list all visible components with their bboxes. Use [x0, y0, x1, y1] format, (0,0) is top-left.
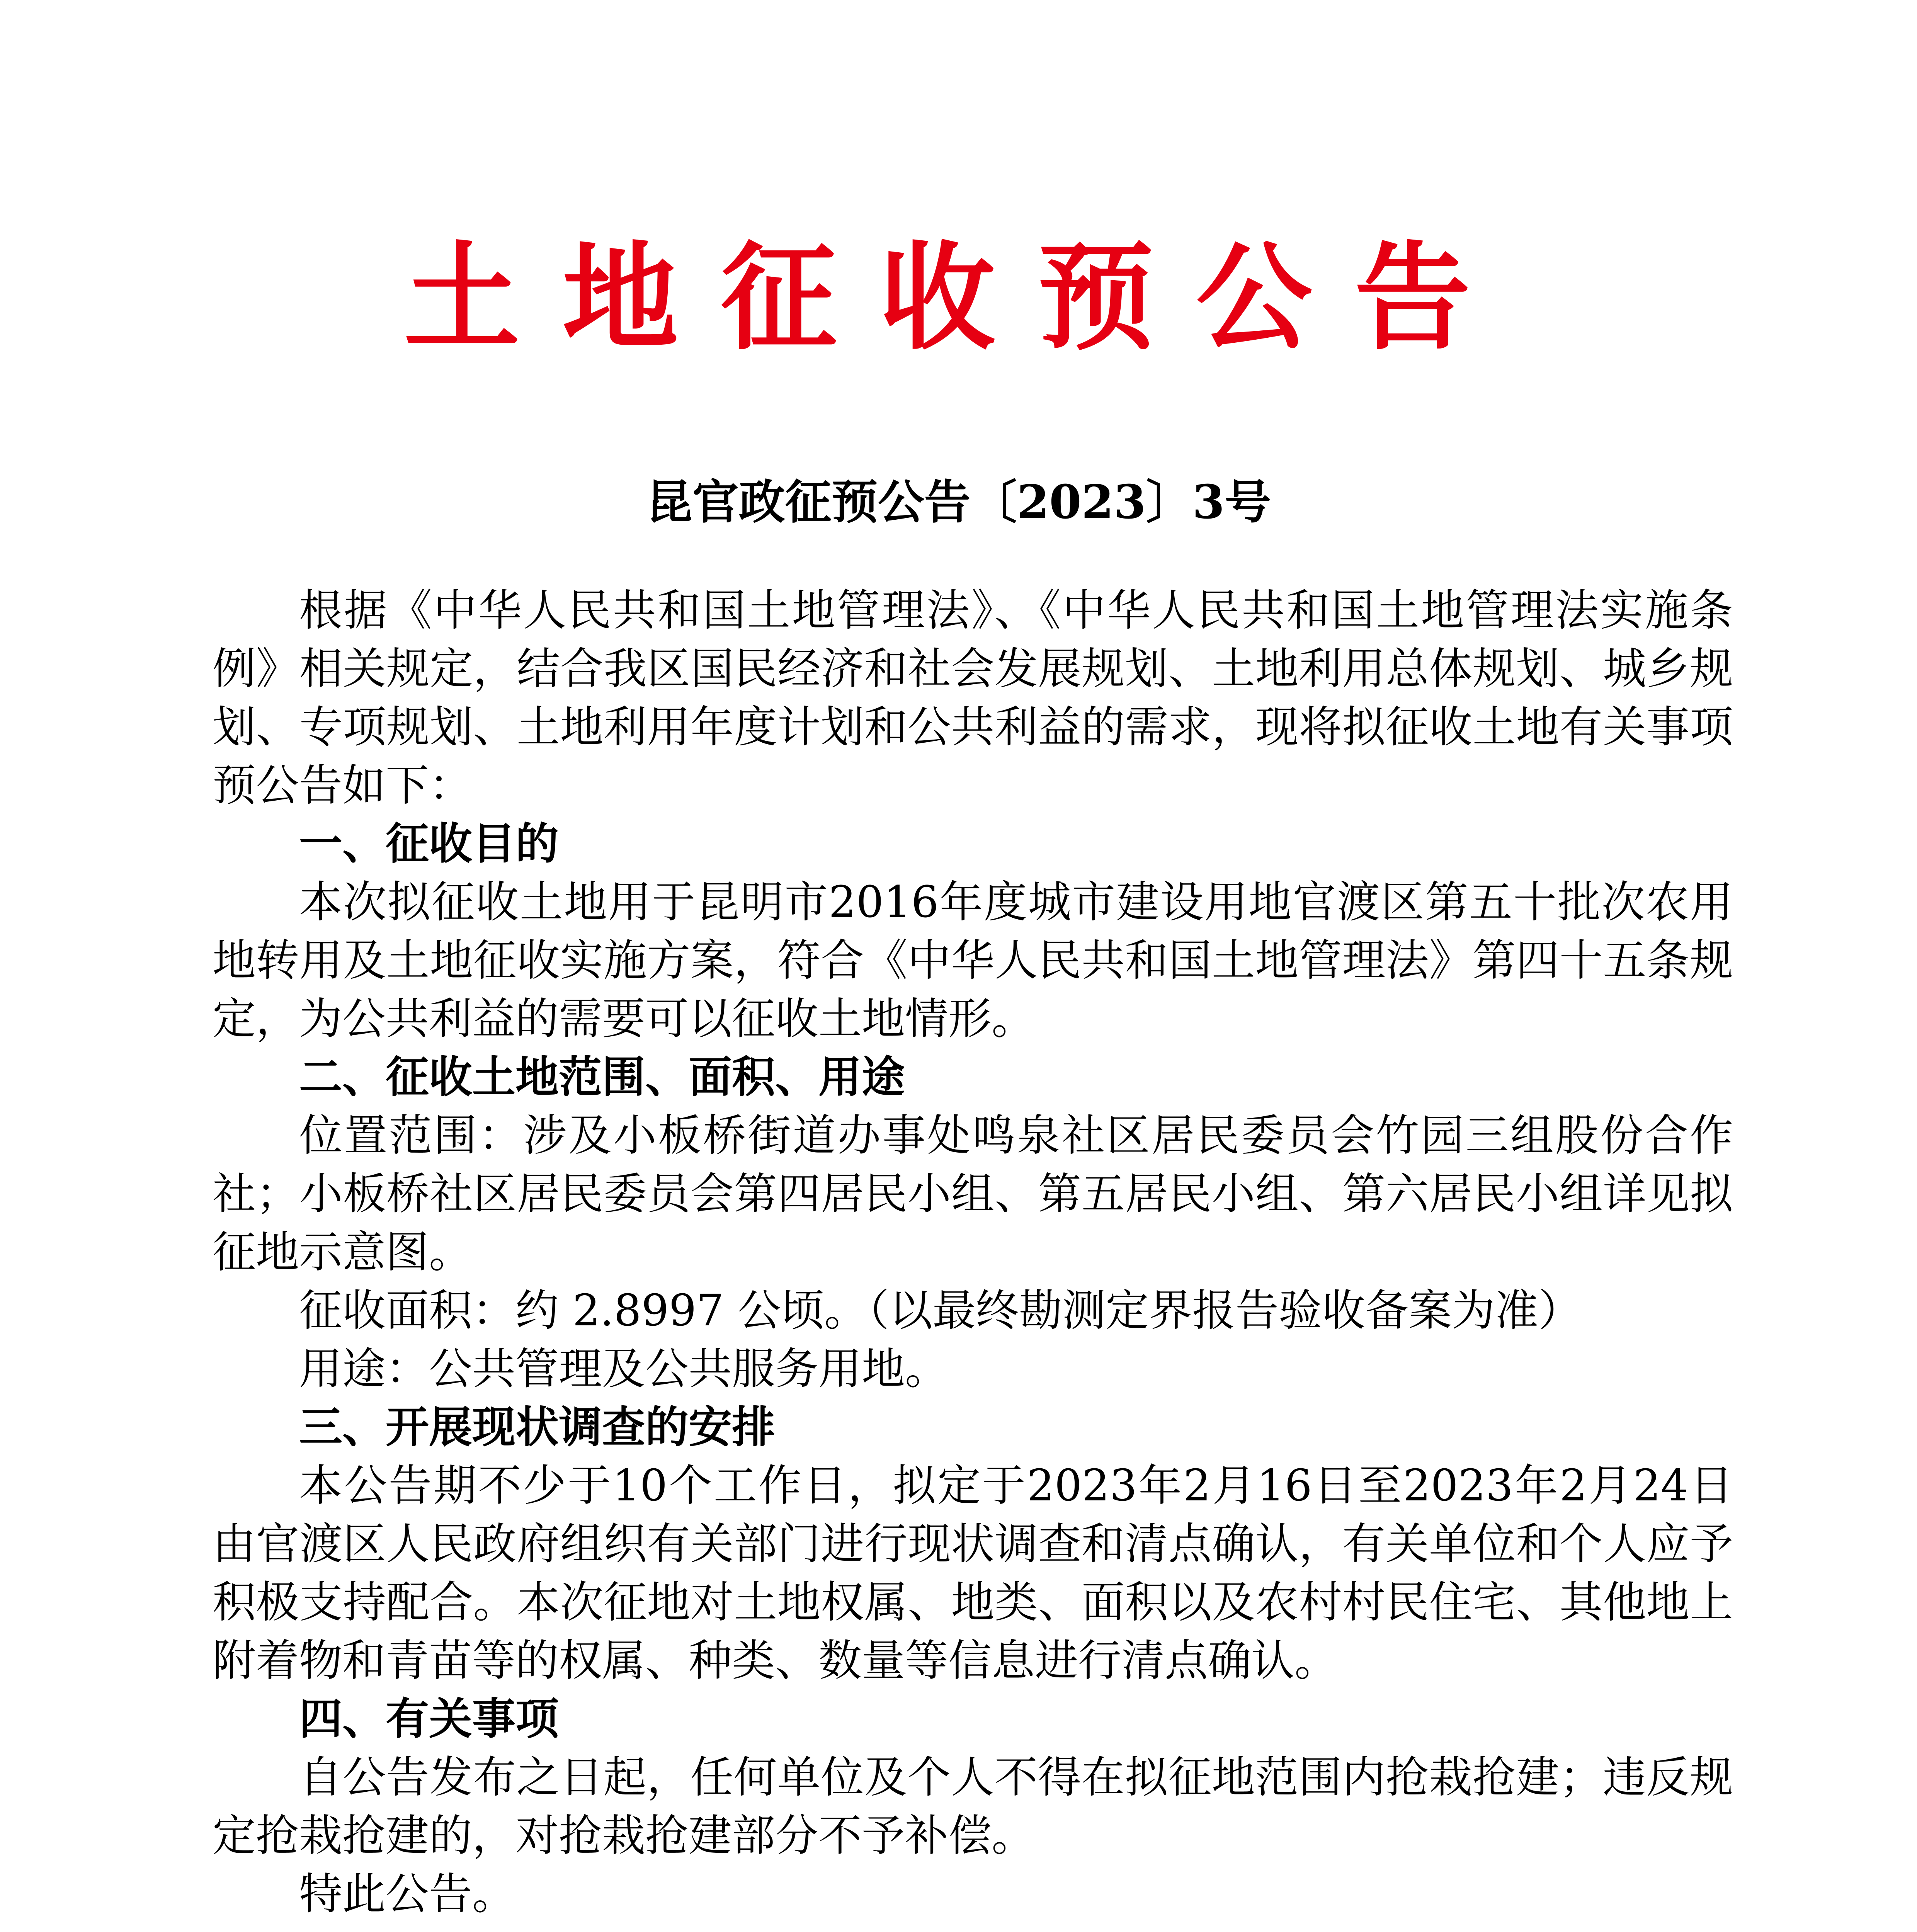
- survey-paragraph: 本公告期不少于10个工作日，拟定于2023年2月16日至2023年2月24日由官渡区人民政府组织有关部门进行现状调查和清点确认，有关单位和个人应予积极支持配合。本次征地对土地权属、地类、面积以及农村村民住宅、其他地上附着物和青苗等的权属、种类、数量等信息进行清点确认。: [213, 1461, 1733, 1686]
- scope-usage-paragraph: 用途：公共管理及公共服务用地。: [299, 1344, 948, 1394]
- matters-paragraph: 自公告发布之日起，任何单位及个人不得在拟征地范围内抢栽抢建；违反规定抢栽抢建的，对抢栽抢建部分不予补偿。: [213, 1752, 1733, 1861]
- section-heading-purpose: 一、征收目的: [299, 819, 559, 869]
- scope-area-paragraph: 征收面积：约 2.8997 公顷。（以最终勘测定界报告验收备案为准）: [299, 1286, 1582, 1336]
- document-title: 土地征收预公告: [404, 229, 1513, 366]
- scope-location-paragraph: 位置范围：涉及小板桥街道办事处鸣泉社区居民委员会竹园三组股份合作社；小板桥社区居民委员会第四居民小组、第五居民小组、第六居民小组详见拟征地示意图。: [213, 1111, 1733, 1277]
- document-body: [213, 582, 1733, 1932]
- purpose-paragraph: 本次拟征收土地用于昆明市2016年度城市建设用地官渡区第五十批次农用地转用及土地征收实施方案，符合《中华人民共和国土地管理法》第四十五条规定，为公共利益的需要可以征收土地情形。: [213, 877, 1733, 1044]
- closing-paragraph: 特此公告。: [299, 1869, 515, 1919]
- intro-paragraph: 根据《中华人民共和国土地管理法》、《中华人民共和国土地管理法实施条例》相关规定，结合我区国民经济和社会发展规划、土地利用总体规划、城乡规划、专项规划、土地利用年度计划和公共利益的需求，现将拟征收土地有关事项预公告如下：: [213, 585, 1733, 811]
- section-heading-scope: 二、征收土地范围、面积、用途: [299, 1052, 905, 1102]
- section-heading-survey: 三、开展现状调查的安排: [299, 1402, 775, 1452]
- document-number: 昆官政征预公告〔2023〕3号: [646, 475, 1271, 529]
- section-heading-matters: 四、有关事项: [299, 1694, 559, 1744]
- blank-line: [213, 1923, 1733, 1932]
